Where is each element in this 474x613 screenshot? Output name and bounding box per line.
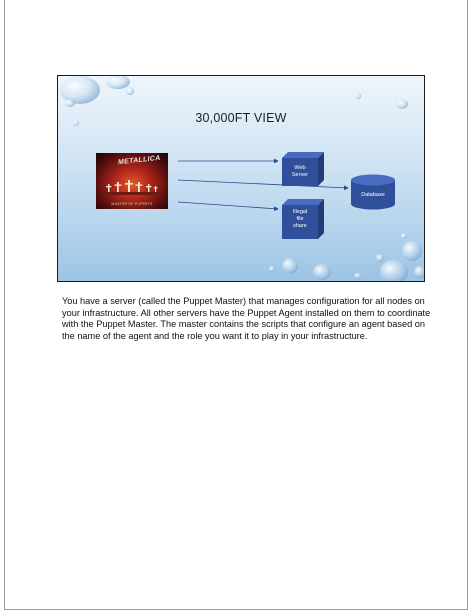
slide-title: 30,000FT VIEW: [195, 111, 287, 125]
web-server-label-line-1: Web: [294, 165, 306, 171]
web-server-label-line-2: Server: [291, 172, 309, 178]
database-label: Database: [361, 192, 385, 198]
file-share-label-line-3: share: [293, 223, 307, 229]
web-server-node: [282, 152, 324, 186]
page: [4, 0, 468, 610]
description-paragraph: [62, 296, 432, 342]
illegal-file-share-node: [282, 199, 324, 239]
database-node: [350, 174, 396, 210]
slide-image: [57, 75, 425, 282]
album-logo: METALLICA: [117, 154, 161, 167]
description-text: You have a server (called the Puppet Master) that manages configuration for all nodes on your infrastructure. All other servers have the Puppet Agent installed on them to coordinate with the Puppet Master. The master contains the scripts that configure an agent based on the name of the agent and the role you want it to play in your infrastructure.: [62, 296, 431, 341]
file-share-label-line-2: file: [296, 216, 304, 222]
album-caption: MASTER OF PUPPETS: [111, 202, 153, 206]
file-share-label-line-1: Illegal: [292, 209, 308, 215]
